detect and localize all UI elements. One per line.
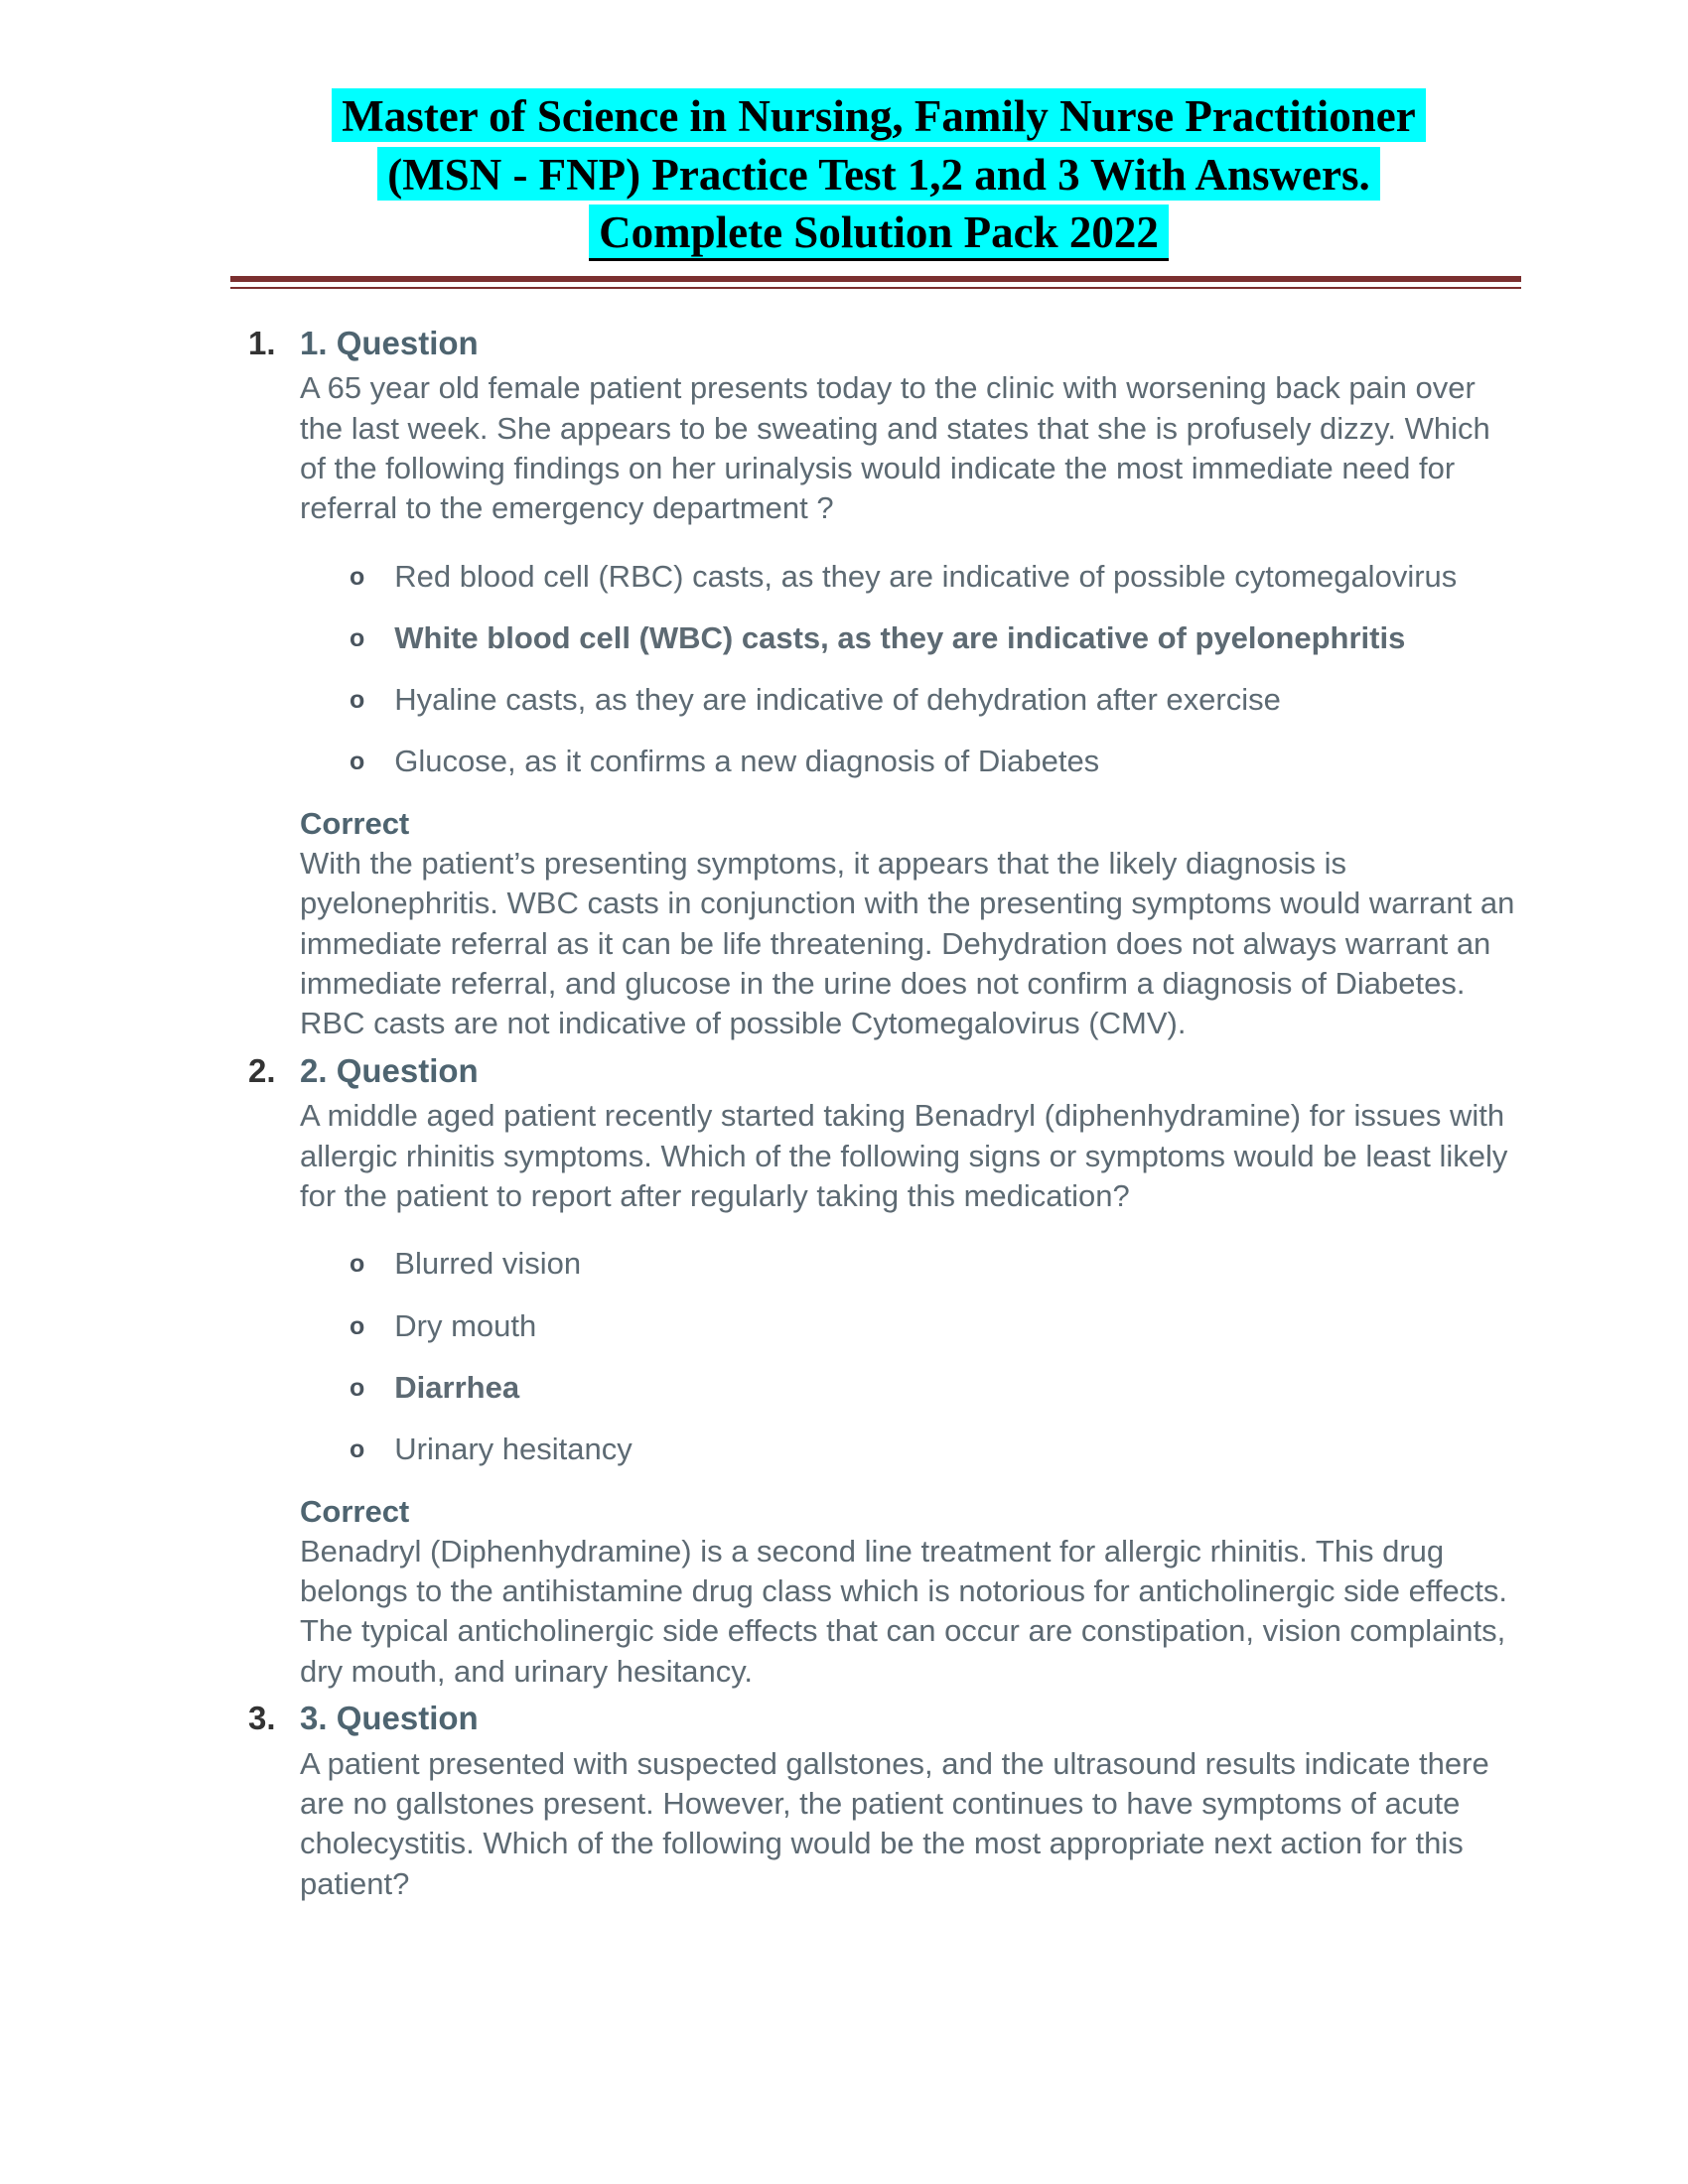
option-text: White blood cell (WBC) casts, as they are indicative of pyelonephritis bbox=[394, 619, 1406, 655]
question-block bbox=[236, 323, 1521, 1044]
option-text: Dry mouth bbox=[394, 1307, 537, 1343]
option-bullet-icon: o bbox=[350, 562, 365, 591]
document-title bbox=[236, 87, 1521, 262]
options-list bbox=[300, 557, 1521, 782]
question-heading: 3. Question bbox=[300, 1700, 479, 1736]
option-bullet-icon: o bbox=[350, 748, 365, 776]
title-line-1 bbox=[236, 87, 1521, 146]
title-divider-rule bbox=[230, 276, 1521, 289]
option-item bbox=[300, 1368, 1481, 1408]
option-text: Hyaline casts, as they are indicative of dehydration after exercise bbox=[394, 682, 1281, 718]
question-block bbox=[236, 1698, 1521, 1904]
question-heading: 1. Question bbox=[300, 324, 479, 361]
options-list bbox=[300, 1244, 1521, 1469]
question-prompt: A middle aged patient recently started taking Benadryl (diphenhydramine) for issues with allergic rhinitis symptoms. Which of the following signs or symptoms would be least likely for the patient to report after regularly taking this medication? bbox=[300, 1098, 1508, 1214]
option-item bbox=[300, 742, 1481, 781]
title-line-3 bbox=[236, 204, 1521, 262]
option-item bbox=[300, 1306, 1481, 1346]
option-bullet-icon: o bbox=[350, 1250, 365, 1279]
option-bullet-icon: o bbox=[350, 623, 365, 652]
correct-label: Correct bbox=[300, 805, 410, 841]
option-text: Red blood cell (RBC) casts, as they are indicative of possible cytomegalovirus bbox=[394, 558, 1458, 594]
question-number: 1. bbox=[248, 324, 276, 361]
question-prompt: A 65 year old female patient presents today to the clinic with worsening back pain over the last week. She appears to be sweating and states that she is profusely dizzy. Which of the following findings on her urinalysis would indicate the most immediate need for referral to the emergency department ? bbox=[300, 370, 1490, 526]
option-bullet-icon: o bbox=[350, 686, 365, 715]
question-number: 3. bbox=[248, 1700, 276, 1736]
option-item bbox=[300, 1430, 1481, 1469]
option-text: Blurred vision bbox=[394, 1246, 582, 1282]
option-item bbox=[300, 680, 1481, 720]
option-text: Diarrhea bbox=[394, 1369, 520, 1405]
correct-label: Correct bbox=[300, 1493, 410, 1529]
option-text: Urinary hesitancy bbox=[394, 1432, 633, 1467]
option-item bbox=[300, 1244, 1481, 1284]
explanation-text: Benadryl (Diphenhydramine) is a second line treatment for allergic rhinitis. This drug belongs to the antihistamine drug class which is notorious for anticholinergic side effects. The typical anticholinergic side effects that can occur are constipation, vision complaints, dry mouth, and urinary hesitancy. bbox=[300, 1533, 1507, 1689]
option-item bbox=[300, 618, 1481, 658]
title-highlight: Master of Science in Nursing, Family Nurse Practitioner bbox=[332, 88, 1425, 142]
title-line-2 bbox=[236, 146, 1521, 205]
questions-list bbox=[236, 323, 1521, 1905]
option-bullet-icon: o bbox=[350, 1311, 365, 1340]
title-highlight: Complete Solution Pack 2022 bbox=[589, 205, 1169, 261]
question-prompt: A patient presented with suspected gallstones, and the ultrasound results indicate there are no gallstones present. However, the patient continues to have symptoms of acute cholecystitis. Which of the following would be the most appropriate next action for this patient? bbox=[300, 1745, 1489, 1901]
question-heading: 2. Question bbox=[300, 1051, 479, 1089]
option-item bbox=[300, 557, 1481, 597]
question-block bbox=[236, 1050, 1521, 1692]
question-number: 2. bbox=[248, 1051, 276, 1089]
option-bullet-icon: o bbox=[350, 1435, 365, 1464]
explanation-text: With the patient’s presenting symptoms, it appears that the likely diagnosis is pyelonephritis. WBC casts in conjunction with the presenting symptoms would warrant an immediate referral as it can be life threatening. Dehydration does not always warrant an immediate referral, and glucose in the urine does not confirm a diagnosis of Diabetes. RBC casts are not indicative of possible Cytomegalovirus (CMV). bbox=[300, 846, 1515, 1041]
option-bullet-icon: o bbox=[350, 1373, 365, 1402]
option-text: Glucose, as it confirms a new diagnosis of Diabetes bbox=[394, 744, 1100, 779]
title-highlight: (MSN - FNP) Practice Test 1,2 and 3 With Answers. bbox=[377, 147, 1380, 201]
